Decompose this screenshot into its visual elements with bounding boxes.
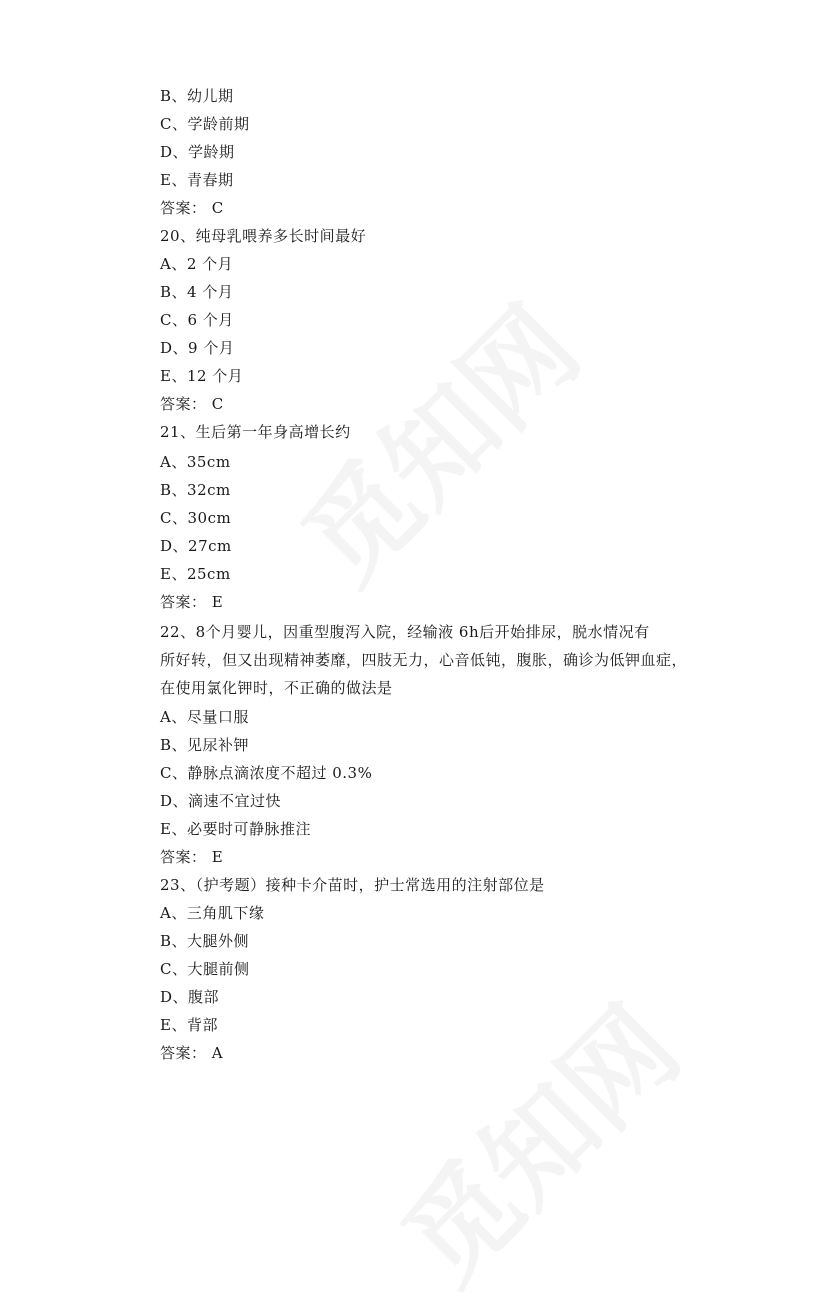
option-line: C、大腿前侧: [160, 960, 250, 978]
option-line: E、25cm: [160, 565, 231, 583]
option-line: A、三角肌下缘: [160, 904, 265, 922]
option-line: D、学龄期: [160, 143, 235, 161]
option-line: B、大腿外侧: [160, 932, 250, 950]
question-text: 23、（护考题）接种卡介苗时，护士常选用的注射部位是: [160, 876, 545, 894]
answer-line: 答案： E: [160, 593, 224, 611]
option-line: C、6 个月: [160, 311, 234, 329]
question-text-continued: 在使用氯化钾时，不正确的做法是: [160, 679, 393, 697]
option-line: E、12 个月: [160, 367, 244, 385]
option-line: B、幼儿期: [160, 87, 234, 105]
answer-line: 答案： E: [160, 848, 224, 866]
answer-line: 答案： C: [160, 199, 224, 217]
option-line: B、4 个月: [160, 283, 234, 301]
option-line: E、背部: [160, 1016, 218, 1034]
option-line: B、见尿补钾: [160, 736, 250, 754]
option-line: D、滴速不宜过快: [160, 792, 282, 810]
option-line: D、腹部: [160, 988, 220, 1006]
option-line: C、学龄前期: [160, 115, 250, 133]
answer-line: 答案： A: [160, 1044, 224, 1062]
option-line: A、尽量口服: [160, 708, 249, 726]
option-line: A、2 个月: [160, 255, 234, 273]
option-line: C、静脉点滴浓度不超过 0.3%: [160, 764, 373, 782]
option-line: A、35cm: [160, 453, 231, 471]
option-line: B、32cm: [160, 481, 231, 499]
answer-line: 答案： C: [160, 395, 224, 413]
option-line: E、青春期: [160, 171, 234, 189]
watermark: [362, 966, 707, 1311]
question-text: 20、纯母乳喂养多长时间最好: [160, 227, 367, 245]
question-text: 22、8个月婴儿，因重型腹泻入院，经输液 6h后开始排尿，脱水情况有: [160, 623, 650, 641]
option-line: E、必要时可静脉推注: [160, 820, 311, 838]
option-line: D、27cm: [160, 537, 232, 555]
option-line: D、9 个月: [160, 339, 235, 357]
question-text-continued: 所好转，但又出现精神萎靡，四肢无力，心音低钝，腹胀，确诊为低钾血症，: [160, 651, 688, 669]
question-text: 21、生后第一年身高增长约: [160, 423, 351, 441]
option-line: C、30cm: [160, 509, 232, 527]
